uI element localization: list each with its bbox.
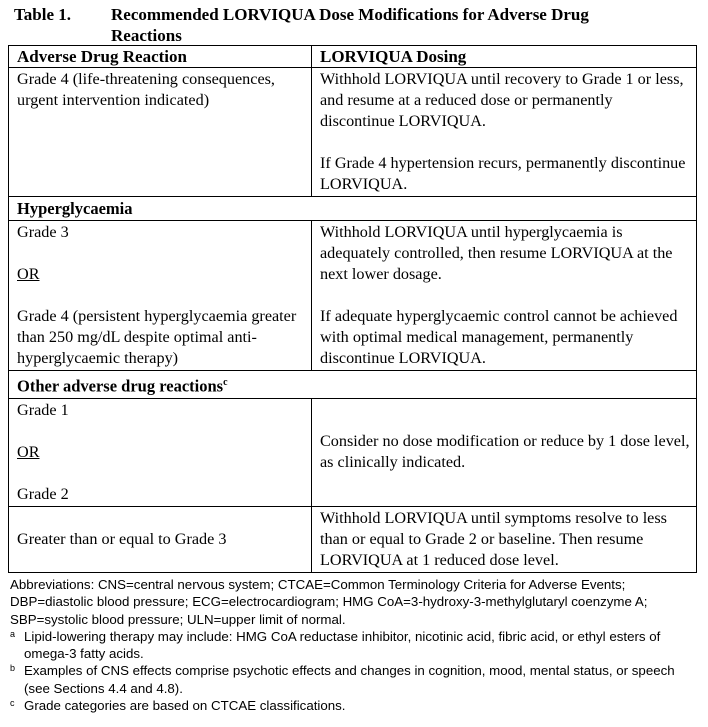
- caption-line-1: [14, 4, 694, 25]
- footnote-c-marker: c: [10, 698, 15, 709]
- other-grade2: Grade 2: [17, 484, 69, 503]
- section-title-hyperglycaemia: Hyperglycaemia: [9, 197, 697, 221]
- section-row-hyperglycaemia: [9, 197, 697, 221]
- other-or: OR: [17, 442, 40, 461]
- dose-modification-table: [8, 45, 697, 573]
- table-row: [9, 68, 697, 197]
- header-row: [9, 46, 697, 68]
- other-grade3plus-dosing-text: Withhold LORVIQUA until symptoms resolve to less than or equal to Grade 2 or baseline. Then resume LORVIQUA at 1 reduced dose level.: [320, 508, 667, 569]
- cell-other-grade12-dosing: [312, 398, 697, 506]
- cell-hyperglycaemia-reaction: [9, 221, 312, 371]
- cell-grade4-reaction: [9, 68, 312, 197]
- grade4-dosing-paragraph-1: Withhold LORVIQUA until recovery to Grade 1 or less, and resume at a reduced dose or permanently discontinue LORVIQUA.: [320, 70, 684, 130]
- table-row: [9, 506, 697, 572]
- other-grade12-dosing-text: Consider no dose modification or reduce by 1 dose level, as clinically indicated.: [320, 432, 690, 471]
- footnote-a: [10, 628, 700, 663]
- cell-other-grade12-reaction: [9, 398, 312, 506]
- hyper-dosing-paragraph-1: Withhold LORVIQUA until hyperglycaemia is adequately controlled, then resume LORVIQUA at the next lower dosage.: [320, 223, 673, 283]
- grade4-reaction-text: Grade 4 (life-threatening consequences, urgent intervention indicated): [17, 70, 275, 109]
- section-title-other: [9, 371, 697, 399]
- table-title: Recommended LORVIQUA Dose Modifications for Adverse Drug: [111, 5, 589, 24]
- other-grade3plus-text: Greater than or equal to Grade 3: [17, 529, 227, 548]
- footnote-a-marker: a: [10, 628, 16, 639]
- table-footnotes: [10, 576, 700, 714]
- header-lorviqua-dosing: LORVIQUA Dosing: [312, 46, 697, 68]
- cell-other-grade3plus-reaction: [9, 506, 312, 572]
- footnote-b-marker: b: [10, 663, 16, 674]
- cell-other-grade3plus-dosing: [312, 506, 697, 572]
- footnote-c-text: Grade categories are based on CTCAE classifications.: [24, 698, 346, 714]
- header-adverse-drug-reaction: Adverse Drug Reaction: [9, 46, 312, 68]
- section-row-other: [9, 371, 697, 399]
- abbreviations-note: Abbreviations: CNS=central nervous system; CTCAE=Common Terminology Criteria for Adverse Events; DBP=diastolic blood pressure; ECG=electrocardiogram; HMG CoA=3-hydroxy-3-methylglutaryl coenzyme A; SBP=systolic blood pressure; ULN=upper limit of normal.: [10, 577, 648, 627]
- cell-grade4-dosing: [312, 68, 697, 197]
- hyper-grade4: Grade 4 (persistent hyperglycaemia greater than 250 mg/dL despite optimal anti-hyperglycaemic therapy): [17, 307, 297, 367]
- hyper-dosing-paragraph-2: If adequate hyperglycaemic control cannot be achieved with optimal medical management, permanently discontinue LORVIQUA.: [320, 307, 678, 367]
- footnote-c: [10, 697, 700, 714]
- footnote-b-text: Examples of CNS effects comprise psychotic effects and changes in cognition, mood, mental status, or speech (see Sections 4.4 and 4.8).: [24, 663, 675, 696]
- grade4-dosing-paragraph-2: If Grade 4 hypertension recurs, permanently discontinue LORVIQUA.: [320, 154, 686, 193]
- hyper-or: OR: [17, 265, 40, 283]
- cell-hyperglycaemia-dosing: [312, 221, 697, 371]
- table-title-continued: Reactions: [111, 26, 182, 45]
- table-row: [9, 221, 697, 371]
- table-number: Table 1.: [14, 5, 72, 24]
- footnote-ref-c: c: [223, 377, 228, 388]
- footnote-a-text: Lipid-lowering therapy may include: HMG CoA reductase inhibitor, nicotinic acid, fibric acid, or ethyl esters of omega-3 fatty acids.: [24, 628, 661, 662]
- hyper-grade3: Grade 3: [17, 223, 69, 241]
- other-grade1: Grade 1: [17, 400, 69, 419]
- other-section-label: Other adverse drug reactions: [17, 376, 224, 396]
- table-caption: [14, 4, 694, 46]
- footnote-b: [10, 662, 700, 697]
- table-row: [9, 398, 697, 506]
